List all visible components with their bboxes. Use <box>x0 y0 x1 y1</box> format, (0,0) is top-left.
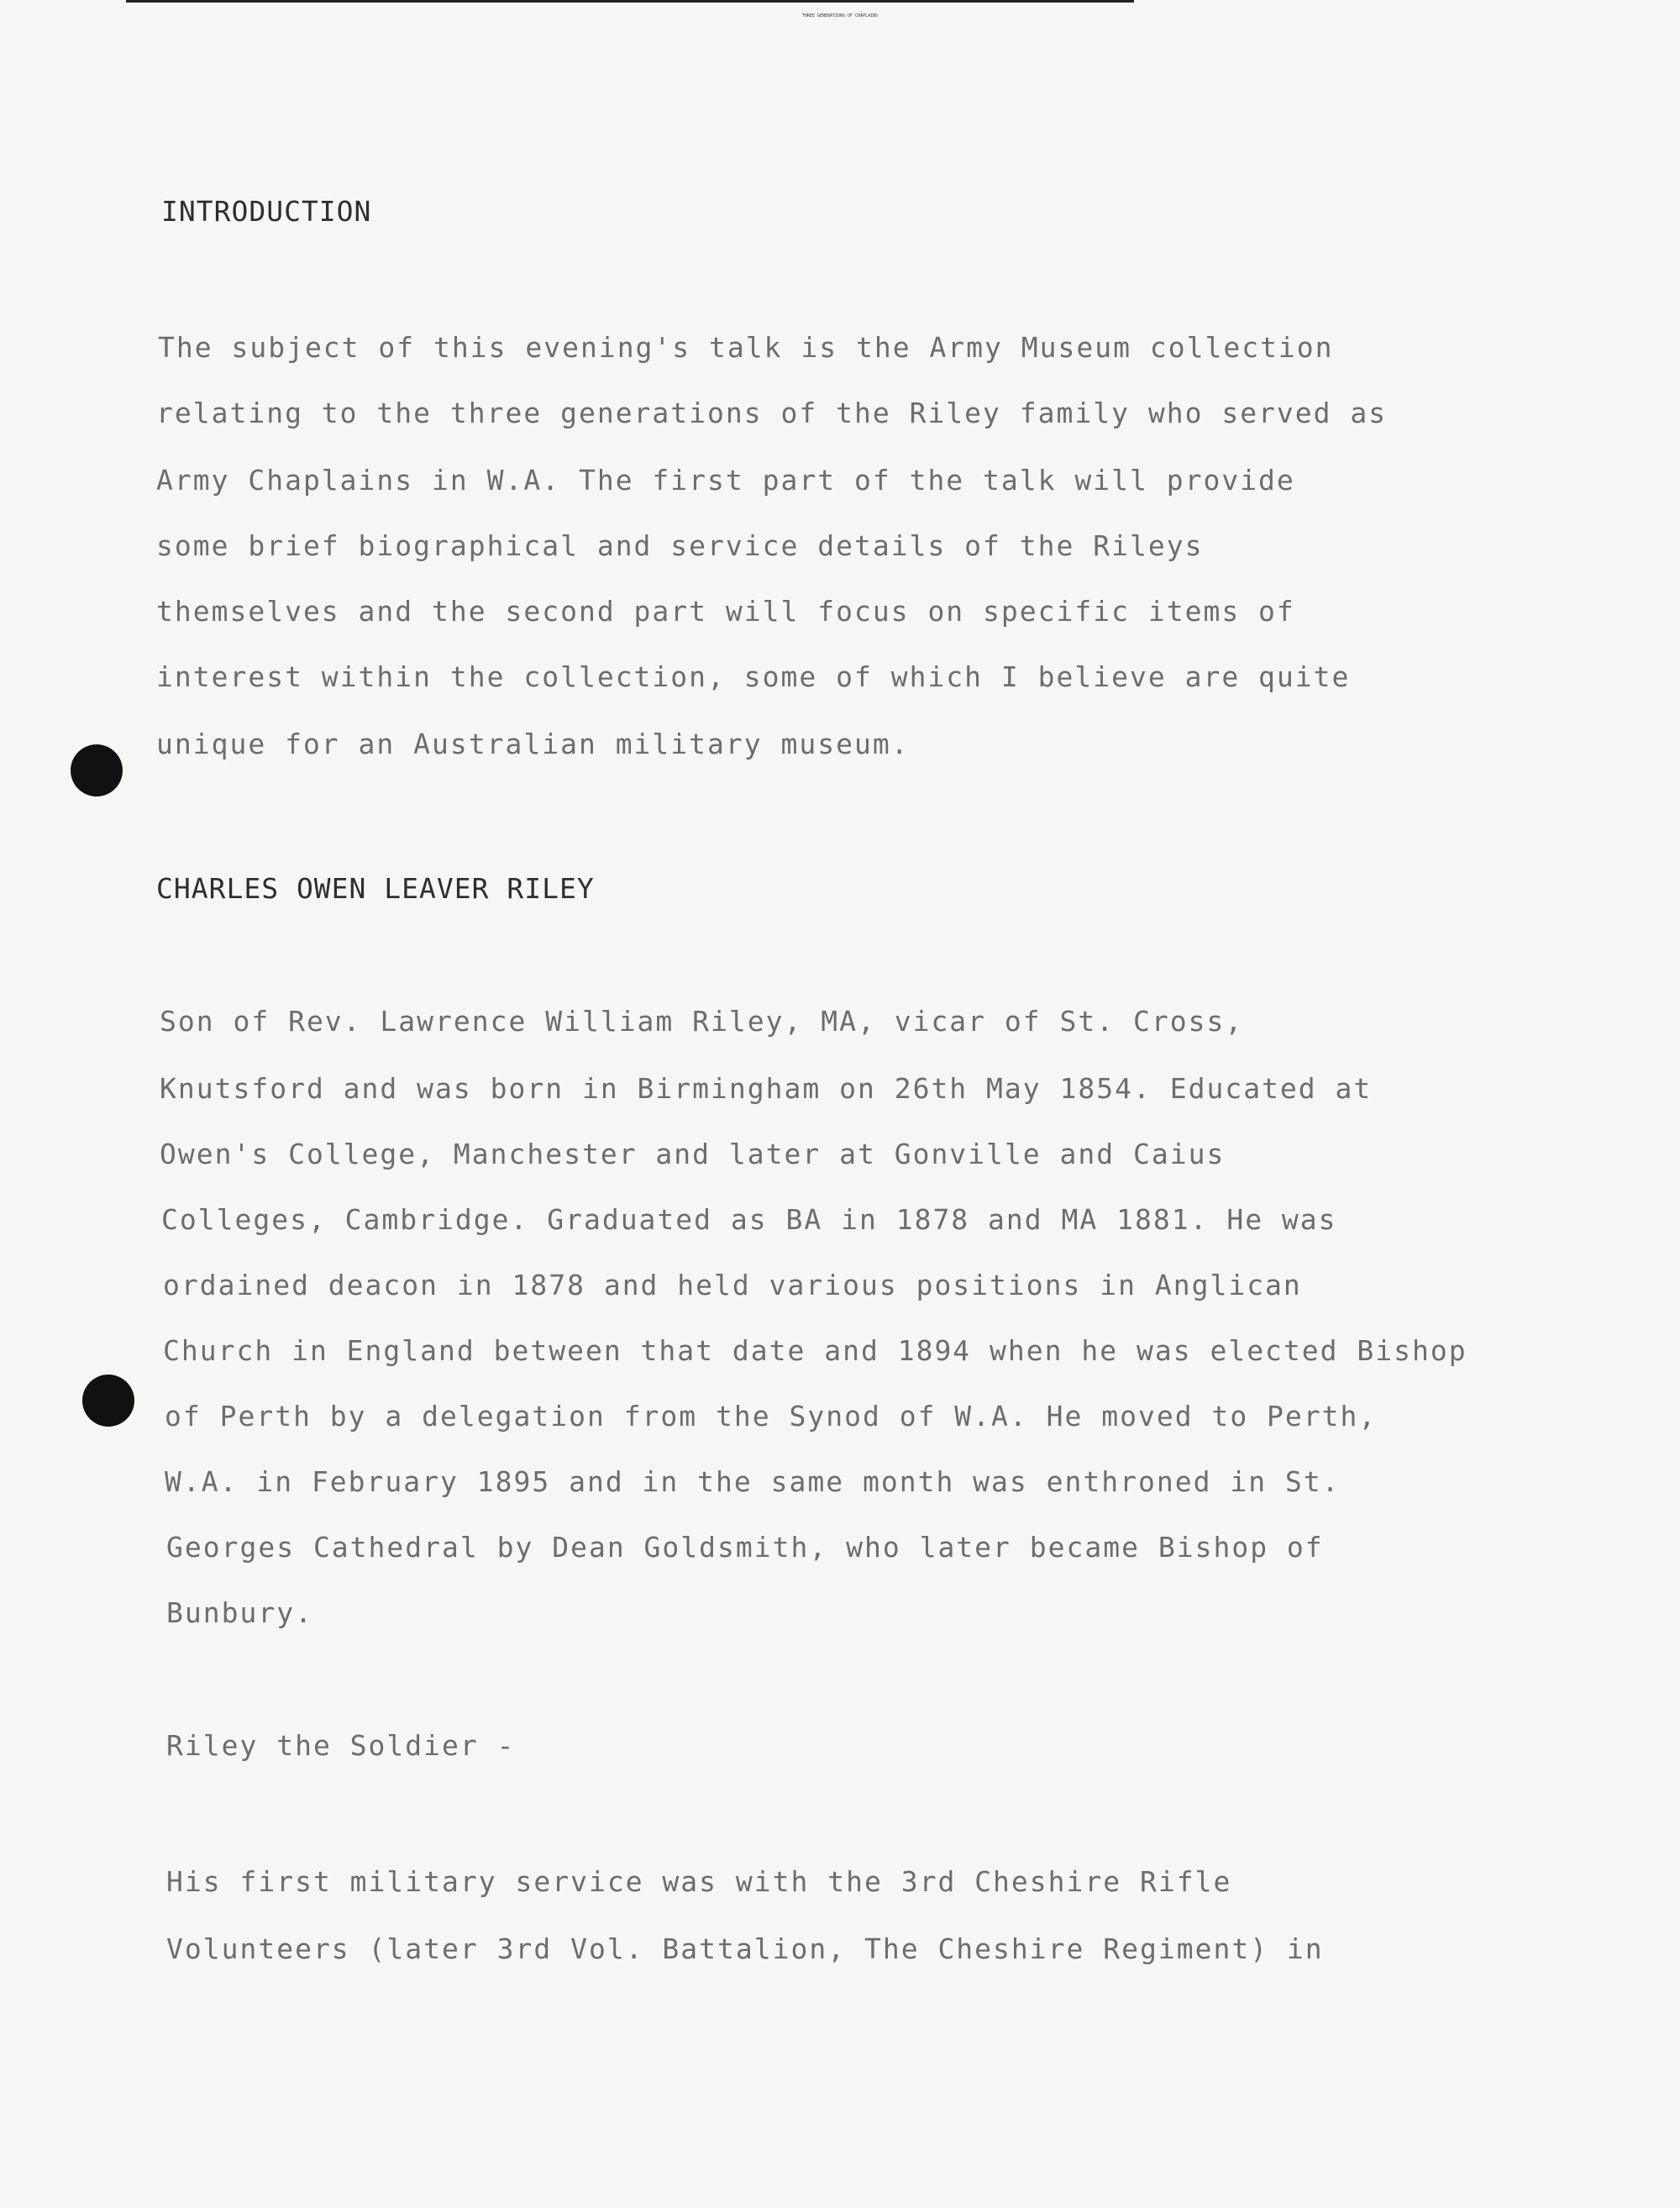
paragraph-line: Georges Cathedral by Dean Goldsmith, who later became Bishop of <box>166 1531 1324 1564</box>
page-top-edge <box>126 0 1134 3</box>
paragraph-line: Bunbury. <box>166 1596 313 1629</box>
paragraph-line: Owen's College, Manchester and later at Gonville and Caius <box>160 1138 1226 1170</box>
paragraph-line: Church in England between that date and 1894 when he was elected Bishop <box>163 1334 1467 1367</box>
paragraph-line: W.A. in February 1895 and in the same month was enthroned in St. <box>165 1465 1341 1498</box>
paragraph-line: themselves and the second part will focus on specific items of <box>156 595 1295 628</box>
punch-hole <box>71 744 123 796</box>
section-heading-introduction: INTRODUCTION <box>161 195 372 228</box>
punch-hole <box>82 1375 134 1427</box>
subheading-riley-the-soldier: Riley the Soldier - <box>166 1729 516 1762</box>
paragraph-line: of Perth by a delegation from the Synod of W.A. He moved to Perth, <box>165 1400 1378 1433</box>
section-heading-charles-owen-leaver-riley: CHARLES OWEN LEAVER RILEY <box>156 872 595 905</box>
paragraph-line: His first military service was with the 3rd Cheshire Rifle <box>166 1865 1232 1898</box>
paragraph-line: Army Chaplains in W.A. The first part of the talk will provide <box>156 464 1295 497</box>
document-title: THREE GENERATIONS OF CHAPLAINS <box>801 13 879 18</box>
paragraph-line: interest within the collection, some of which I believe are quite <box>156 660 1351 693</box>
paragraph-line: The subject of this evening's talk is the Army Museum collection <box>158 331 1334 364</box>
paragraph-line: ordained deacon in 1878 and held various positions in Anglican <box>163 1269 1302 1301</box>
paragraph-line: relating to the three generations of the Riley family who served as <box>156 397 1388 429</box>
paragraph-line: unique for an Australian military museum. <box>156 728 910 760</box>
paragraph-line: Knutsford and was born in Birmingham on 26th May 1854. Educated at <box>160 1072 1373 1105</box>
paragraph-line: Volunteers (later 3rd Vol. Battalion, The Cheshire Regiment) in <box>166 1932 1324 1965</box>
paragraph-line: some brief biographical and service details of the Rileys <box>156 529 1204 562</box>
paragraph-line: Colleges, Cambridge. Graduated as BA in 1878 and MA 1881. He was <box>161 1203 1337 1236</box>
paragraph-line: Son of Rev. Lawrence William Riley, MA, vicar of St. Cross, <box>160 1005 1244 1038</box>
